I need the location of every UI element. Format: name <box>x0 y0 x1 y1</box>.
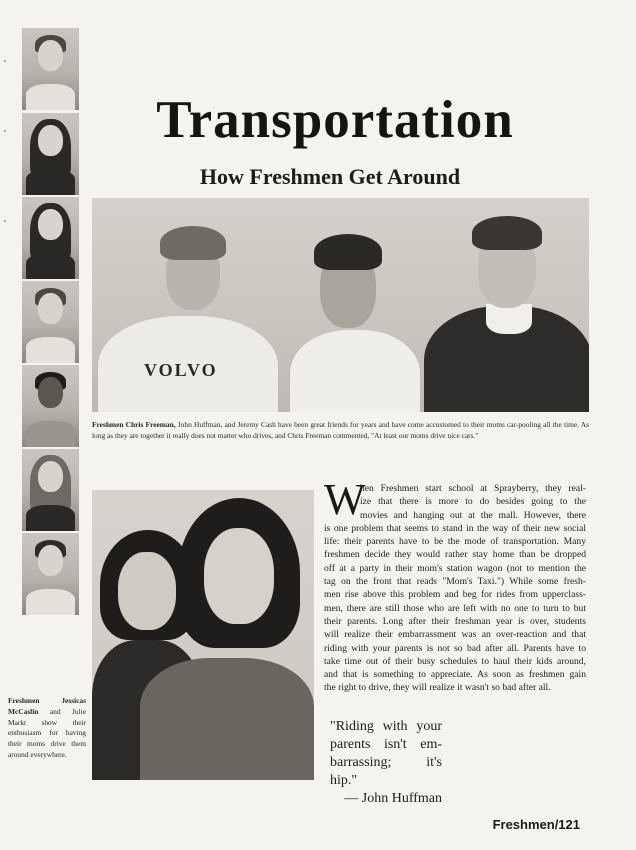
article-line: hen Freshmen start school at Sprayberry, they real- <box>360 483 586 494</box>
edge-mark <box>4 220 6 222</box>
main-photo-caption <box>92 420 589 441</box>
article-line: off at a party in their mom's station wagon (not to mention the <box>324 562 586 574</box>
student-portrait <box>22 281 79 363</box>
freshmen-boys-photo <box>92 198 589 412</box>
article-line: will realize their embarrassment was an over-reaction and that <box>324 629 586 641</box>
page-subtitle: How Freshmen Get Around <box>199 164 461 189</box>
student-portrait <box>22 449 79 531</box>
article-line: take time out of their busy schedules to haul their kids around, <box>324 655 586 667</box>
article-line: men rise above this problem and beg for rides from upperclass- <box>324 589 586 601</box>
article-body <box>324 482 586 695</box>
article-line: movies and hanging out at the mall. However, there <box>360 509 586 521</box>
student-portrait <box>22 533 79 615</box>
article-line: the right to drive, they will realize it wasn't so bad after all. <box>324 682 551 694</box>
article-line: ize that there is more to do besides going to the <box>360 496 586 508</box>
pull-quote <box>330 718 442 808</box>
caption-text: John Huffman, and Jeremy Cash have been great friends for years and have come accustomed to their moms car-pooling all the time. As long as they are together it really does not matter who drives, and Chris Freeman commented, "At least our moms drive nice cars." <box>92 420 589 440</box>
article-line: their parents. Long after their freshman year is over, students <box>324 615 586 627</box>
caption-lead: Freshmen Chris Freeman, <box>92 420 176 429</box>
article-line: and that is something to appreciate. As soon as freshmen gain <box>324 669 586 681</box>
girls-photo-caption <box>8 696 86 761</box>
article-line: life: their parents have to be the mode of transportation. Many <box>324 536 586 548</box>
quote-attribution: — John Huffman <box>344 791 442 806</box>
caption-lead: Freshmen Jessicas McCaslin <box>8 696 86 716</box>
quote-line: barrassing; it's <box>330 755 442 770</box>
quote-line: hip." <box>330 773 358 788</box>
page-title: Transportation <box>156 91 514 149</box>
edge-mark <box>4 60 6 62</box>
shirt-text: VOLVO <box>144 360 218 380</box>
drop-cap: W <box>324 475 366 524</box>
page-folio: Freshmen/121 <box>492 817 580 832</box>
student-portrait <box>22 113 79 195</box>
article-line: is one problem that seems to stand in the way of their new social <box>324 522 586 534</box>
student-portrait <box>22 365 79 447</box>
article-line: tag on the front that reads "Mom's Taxi.") While some fresh- <box>324 576 586 588</box>
quote-line: parents isn't em- <box>330 737 442 752</box>
edge-mark <box>4 130 6 132</box>
student-portrait <box>22 197 79 279</box>
article-line: freshmen decide they would rather stay home than be dropped <box>324 549 586 561</box>
student-portrait <box>22 28 79 110</box>
quote-line: "Riding with your <box>330 719 442 734</box>
article-line: riding with your parents is not so bad after all. Parents have to <box>324 642 586 654</box>
article-line: men, there are still those who are left with no one to turn to but <box>324 602 586 614</box>
freshmen-girls-photo <box>92 490 314 780</box>
caption-text: and Julie Markt show their enthusiasm for having their moms drive them around everywhere. <box>8 706 86 759</box>
